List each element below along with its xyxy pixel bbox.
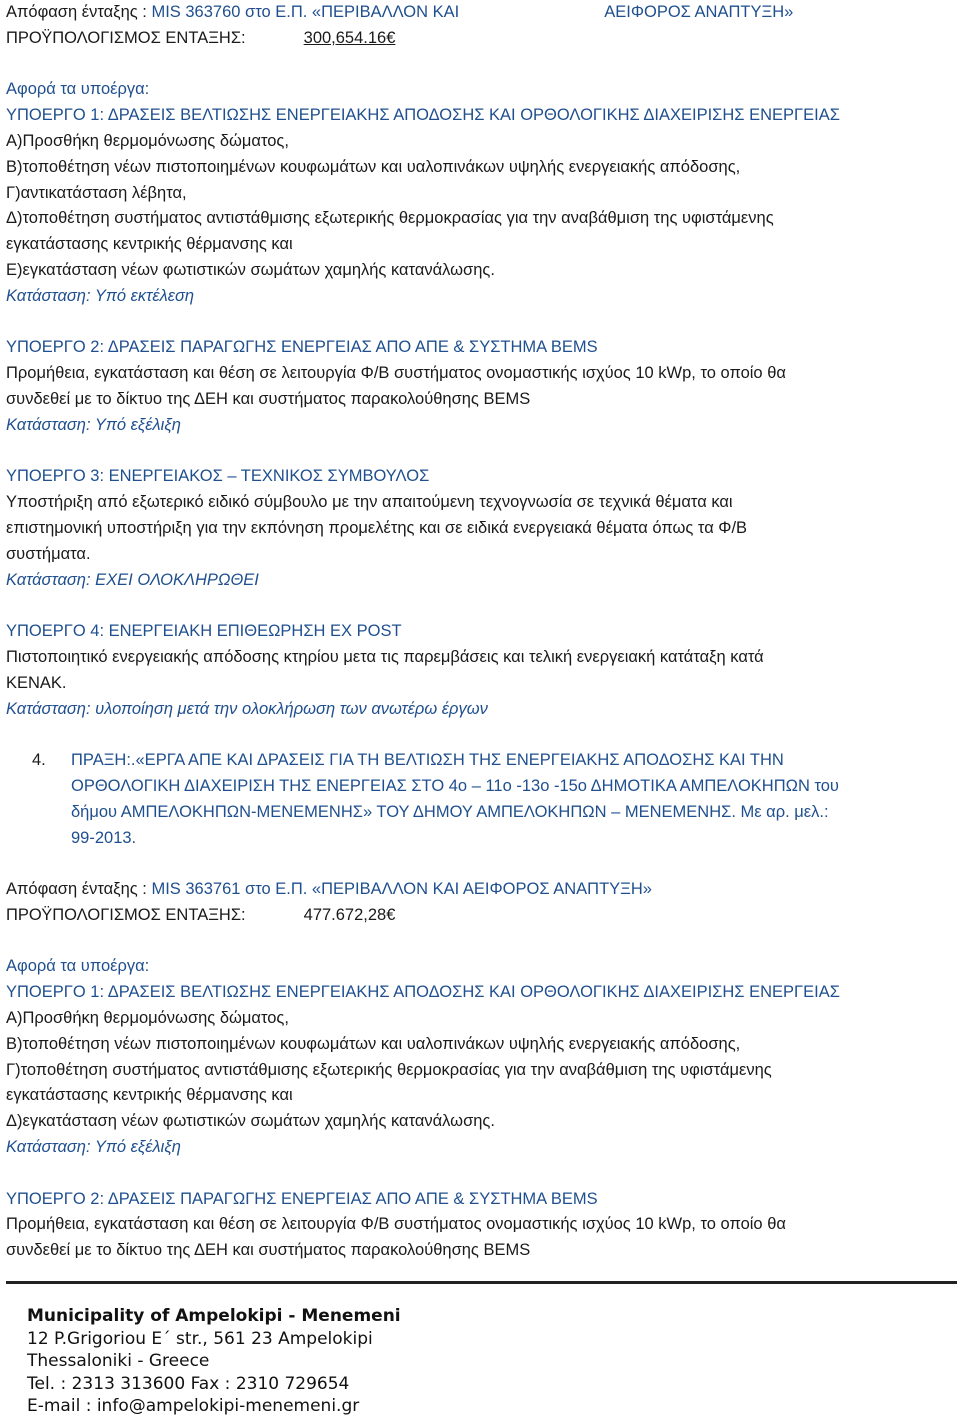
- list-item: συνδεθεί με το δίκτυο της ΔΕΗ και συστήματος παρακολούθησης BEMS: [6, 1241, 531, 1260]
- list-item: Β)τοποθέτηση νέων πιστοποιημένων κουφωμάτων και υαλοπινάκων υψηλής ενεργειακής απόδοσης,: [6, 157, 741, 176]
- footer: [27, 1305, 401, 1418]
- list-item: Προμήθεια, εγκατάσταση και θέση σε λειτουργία Φ/Β συστήματος ονομαστικής ισχύος 10 kWp, το οποίο θα: [6, 1215, 786, 1234]
- subproject-1-title: ΥΠΟΕΡΓΟ 1: ΔΡΑΣΕΙΣ ΒΕΛΤΙΩΣΗΣ ΕΝΕΡΓΕΙΑΚΗΣ ΑΠΟΔΟΣΗΣ ΚΑΙ ΟΡΘΟΛΟΓΙΚΗΣ ΔΙΑΧΕΙΡΙΣΗΣ ΕΝΕΡΓΕΙΑΣ: [6, 106, 840, 125]
- list-item: συστήματα.: [6, 544, 91, 563]
- list-item: συνδεθεί με το δίκτυο της ΔΕΗ και συστήματος παρακολούθησης BEMS: [6, 389, 531, 408]
- footer-divider: [6, 1281, 957, 1284]
- list-item: Β)τοποθέτηση νέων πιστοποιημένων κουφωμάτων και υαλοπινάκων υψηλής ενεργειακής απόδοσης,: [6, 1034, 741, 1053]
- decision-line: [6, 877, 956, 903]
- decision-prefix: Απόφαση ένταξης :: [6, 880, 152, 899]
- euro-icon: €: [386, 28, 396, 47]
- list-item: Υποστήριξη από εξωτερικό ειδικό σύμβουλο με την απαιτούμενη τεχνογνωσία σε τεχνικά θέματα και: [6, 493, 733, 512]
- list-item: επιστημονική υποστήριξη για την εκπόνηση προμελέτης και σε ειδικά ενεργειακά θέματα όπως τα Φ/Β: [6, 518, 748, 537]
- budget-label: ΠΡΟΫΠΟΛΟΓΙΣΜΟΣ ΕΝΤΑΞΗΣ:: [6, 28, 246, 47]
- project-number: 4.: [32, 751, 46, 770]
- footer-phone: Tel. : 2313 313600 Fax : 2310 729654: [27, 1373, 350, 1394]
- list-item: Α)Προσθήκη θερμομόνωσης δώματος,: [6, 1009, 289, 1028]
- decision-reference: MIS 363760 στο Ε.Π. «ΠΕΡΙΒΑΛΛΟΝ ΚΑΙ: [151, 3, 460, 21]
- list-item: Δ)τοποθέτηση συστήματος αντιστάθμισης εξωτερικής θερμοκρασίας για την αναβάθμιση της υφιστάμενης: [6, 209, 774, 228]
- subproject-3-title: ΥΠΟΕΡΓΟ 3: ΕΝΕΡΓΕΙΑΚΟΣ – ΤΕΧΝΙΚΟΣ ΣΥΜΒΟΥΛΟΣ: [6, 467, 430, 486]
- budget-line: [6, 26, 956, 52]
- footer-org: Municipality of Ampelokipi - Menemeni: [27, 1306, 401, 1326]
- subproject-1-title: ΥΠΟΕΡΓΟ 1: ΔΡΑΣΕΙΣ ΒΕΛΤΙΩΣΗΣ ΕΝΕΡΓΕΙΑΚΗΣ ΑΠΟΔΟΣΗΣ ΚΑΙ ΟΡΘΟΛΟΓΙΚΗΣ ΔΙΑΧΕΙΡΙΣΗΣ ΕΝΕΡΓΕΙΑΣ: [6, 983, 840, 1002]
- list-item: ΚΕΝΑΚ.: [6, 673, 67, 692]
- project-4-heading: 4. ΠΡΑΞΗ:.«ΕΡΓΑ ΑΠΕ ΚΑΙ ΔΡΑΣΕΙΣ ΓΙΑ ΤΗ ΒΕΛΤΙΩΣΗ ΤΗΣ ΕΝΕΡΓΕΙΑΚΗΣ ΑΠΟΔΟΣΗΣ ΚΑΙ ΤΗΝ: [6, 748, 956, 774]
- list-item: Γ)αντικατάσταση λέβητα,: [6, 183, 187, 202]
- list-item: Ε)εγκατάσταση νέων φωτιστικών σωμάτων χαμηλής κατανάλωσης.: [6, 260, 495, 279]
- decision-prefix: Απόφαση ένταξης :: [6, 3, 152, 21]
- subprojects-heading: Αφορά τα υποέργα:: [6, 80, 150, 99]
- decision-reference: MIS 363761 στο Ε.Π. «ΠΕΡΙΒΑΛΛΟΝ ΚΑΙ ΑΕΙΦΟΡΟΣ ΑΝΑΠΤΥΞΗ»: [151, 880, 652, 899]
- budget-value: 300,654.16: [303, 28, 387, 47]
- list-item: Δ)εγκατάσταση νέων φωτιστικών σωμάτων χαμηλής κατανάλωσης.: [6, 1112, 495, 1131]
- list-item: Πιστοποιητικό ενεργειακής απόδοσης κτηρίου μετα τις παρεμβάσεις και τελική ενεργειακή κατάταξη κατά: [6, 647, 764, 666]
- budget-label: ΠΡΟΫΠΟΛΟΓΙΣΜΟΣ ΕΝΤΑΞΗΣ:: [6, 905, 246, 924]
- subproject-2-status: Κατάσταση: Υπό εξέλιξη: [6, 415, 181, 434]
- list-item: Γ)τοποθέτηση συστήματος αντιστάθμισης εξωτερικής θερμοκρασίας για την αναβάθμιση της υφιστάμενης: [6, 1060, 772, 1079]
- subproject-3-status: Κατάσταση: ΕΧΕΙ ΟΛΟΚΛΗΡΩΘΕΙ: [6, 570, 259, 589]
- footer-email: E-mail : info@ampelokipi-menemeni.gr: [27, 1396, 360, 1416]
- project-4-heading-cont: δήμου ΑΜΠΕΛΟΚΗΠΩΝ-ΜΕΝΕΜΕΝΗΣ» ΤΟΥ ΔΗΜΟΥ ΑΜΠΕΛΟΚΗΠΩΝ – ΜΕΝΕΜΕΝΗΣ. Με αρ. μελ.:: [71, 802, 829, 821]
- project-4-heading-cont: 99-2013.: [71, 828, 137, 847]
- budget-value: 477.672,28: [303, 905, 387, 924]
- subproject-1-status: Κατάσταση: Υπό εξέλιξη: [6, 1138, 181, 1157]
- list-item: εγκατάστασης κεντρικής θέρμανσης και: [6, 1086, 293, 1105]
- subproject-4-status: Κατάσταση: υλοποίηση μετά την ολοκλήρωση των ανωτέρω έργων: [6, 699, 488, 718]
- project-4-heading-cont: ΟΡΘΟΛΟΓΙΚΗ ΔΙΑΧΕΙΡΙΣΗ ΤΗΣ ΕΝΕΡΓΕΙΑΣ ΣΤΟ 4ο – 11ο -13ο -15ο ΔΗΜΟΤΙΚΑ ΑΜΠΕΛΟΚΗΠΩΝ του: [71, 776, 839, 795]
- subproject-2-title: ΥΠΟΕΡΓΟ 2: ΔΡΑΣΕΙΣ ΠΑΡΑΓΩΓΗΣ ΕΝΕΡΓΕΙΑΣ ΑΠΟ ΑΠΕ & ΣΥΣΤΗΜΑ BEMS: [6, 1189, 598, 1208]
- subprojects-heading: Αφορά τα υποέργα:: [6, 957, 150, 976]
- decision-line: [6, 0, 956, 26]
- footer-city: Thessaloniki - Greece: [27, 1351, 210, 1371]
- list-item: Α)Προσθήκη θερμομόνωσης δώματος,: [6, 131, 289, 150]
- subproject-2-title: ΥΠΟΕΡΓΟ 2: ΔΡΑΣΕΙΣ ΠΑΡΑΓΩΓΗΣ ΕΝΕΡΓΕΙΑΣ ΑΠΟ ΑΠΕ & ΣΥΣΤΗΜΑ BEMS: [6, 338, 598, 357]
- subproject-4-title: ΥΠΟΕΡΓΟ 4: ΕΝΕΡΓΕΙΑΚΗ ΕΠΙΘΕΩΡΗΣΗ EX POST: [6, 622, 402, 641]
- footer-address: 12 P.Grigoriou E΄ str., 561 23 Ampelokipi: [27, 1328, 373, 1349]
- list-item: εγκατάστασης κεντρικής θέρμανσης και: [6, 235, 293, 254]
- subproject-1-status: Κατάσταση: Υπό εκτέλεση: [6, 286, 195, 305]
- decision-reference-end: ΑΕΙΦΟΡΟΣ ΑΝΑΠΤΥΞΗ»: [604, 3, 794, 21]
- document-page: [6, 0, 956, 1264]
- budget-line: [6, 903, 956, 929]
- euro-icon: €: [386, 905, 396, 924]
- list-item: Προμήθεια, εγκατάσταση και θέση σε λειτουργία Φ/Β συστήματος ονομαστικής ισχύος 10 kWp, το οποίο θα: [6, 364, 786, 383]
